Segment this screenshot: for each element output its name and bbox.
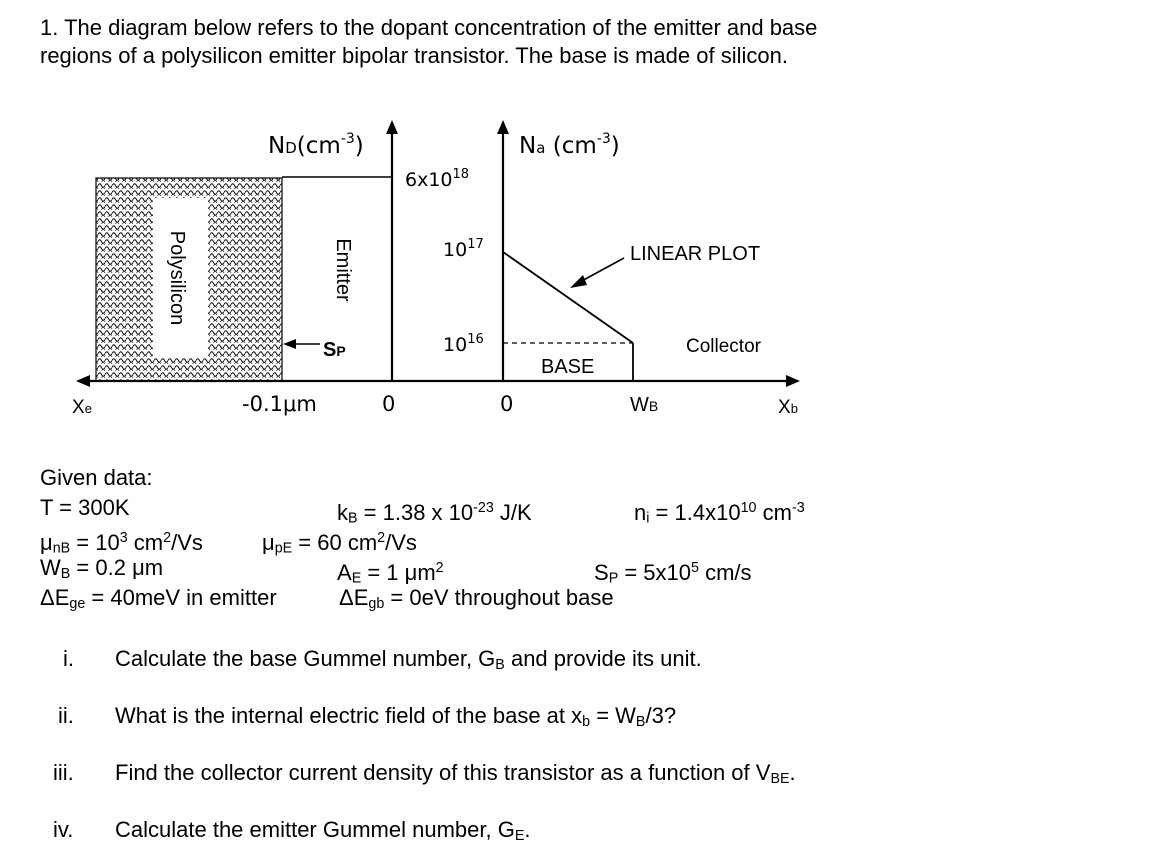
base-label: BASE	[541, 356, 595, 378]
tick-label-1e16: $10^{16}$	[443, 332, 484, 356]
given-emitter-hole-mobility: $\mu_{pE} = 60$ $cm^2/Vs$	[262, 529, 417, 557]
intro-line-2: regions of a polysilicon emitter bipolar transistor. The base is made of silicon.	[40, 43, 788, 68]
given-base-electron-mobility: $\mu_{nB} = 10^3$ $cm^2/Vs$	[40, 529, 203, 557]
zero-label-left: 0	[382, 392, 396, 416]
question-number-i: i.	[63, 646, 74, 671]
question-iv-text: Calculate the emitter Gummel number, $G_E$.	[115, 817, 531, 844]
na-axis-label: Na $(cm^{-3})$	[519, 131, 620, 159]
xb-label: Xb	[778, 397, 798, 418]
x-axis-right-arrow	[786, 375, 800, 387]
question-iii-text: Find the collector current density of this transistor as a function of $V_{BE}$.	[115, 760, 796, 787]
given-emitter-area: $A_E = 1$ $\mu m^2$	[337, 559, 444, 587]
question-i-text: Calculate the base Gummel number, $G_B$ and provide its unit.	[115, 646, 702, 673]
xe-label: Xe	[72, 397, 92, 418]
given-base-width: $W_B = 0.2$ μm	[40, 555, 164, 582]
collector-label: Collector	[686, 336, 761, 357]
sp-pointer-head	[283, 339, 296, 349]
nd-axis-label: $ND(cm^{-3})$	[268, 131, 364, 159]
question-ii-text: What is the internal electric field of the base at $x_b = W_B/3$?	[115, 703, 677, 730]
question-number-ii: ii.	[58, 703, 74, 728]
given-base-bandgap-narrowing: $\Delta E_{gb} = 0eV$ throughout base	[339, 585, 614, 612]
linear-plot-label: LINEAR PLOT	[630, 243, 761, 265]
tick-label-1e17: $10^{17}$	[443, 237, 484, 261]
question-number-iii: iii.	[53, 760, 74, 785]
doping-profile-diagram	[0, 0, 1152, 430]
nd-axis-arrow	[386, 120, 398, 134]
given-data-heading: Given data:	[40, 465, 153, 490]
intro-line-1: 1. The diagram below refers to the dopant concentration of the emitter and base	[40, 15, 818, 40]
tick-label-6e18: $6x10^{18}$	[405, 167, 470, 191]
question-number-iv: iv.	[53, 817, 74, 842]
base-linear-profile	[503, 252, 633, 343]
linear-plot-pointer-head	[570, 275, 587, 288]
given-temperature: T = 300K	[40, 495, 130, 520]
given-intrinsic-concentration: $n_i = 1.4x10^{10}$ $cm^{-3}$	[634, 499, 805, 527]
linear-plot-pointer	[578, 258, 624, 283]
wb-label: WB	[630, 394, 659, 416]
given-emitter-bandgap-narrowing: $\Delta E_{ge} = 40meV$ in emitter	[40, 585, 277, 612]
minus-0-1-um-label: -0.1μm	[242, 392, 317, 416]
na-axis-arrow	[497, 120, 509, 134]
sp-label: SP	[323, 339, 346, 361]
given-surface-recombination-velocity: $S_P = 5x10^5$ cm/s	[594, 559, 752, 587]
zero-label-right: 0	[500, 392, 514, 416]
x-axis-left-arrow	[76, 375, 90, 387]
emitter-label: Emitter	[332, 238, 354, 302]
given-boltzmann: $k_B = 1.38$ x $10^{-23}$ J/K	[337, 499, 532, 527]
polysilicon-label: Polysilicon	[166, 230, 188, 326]
